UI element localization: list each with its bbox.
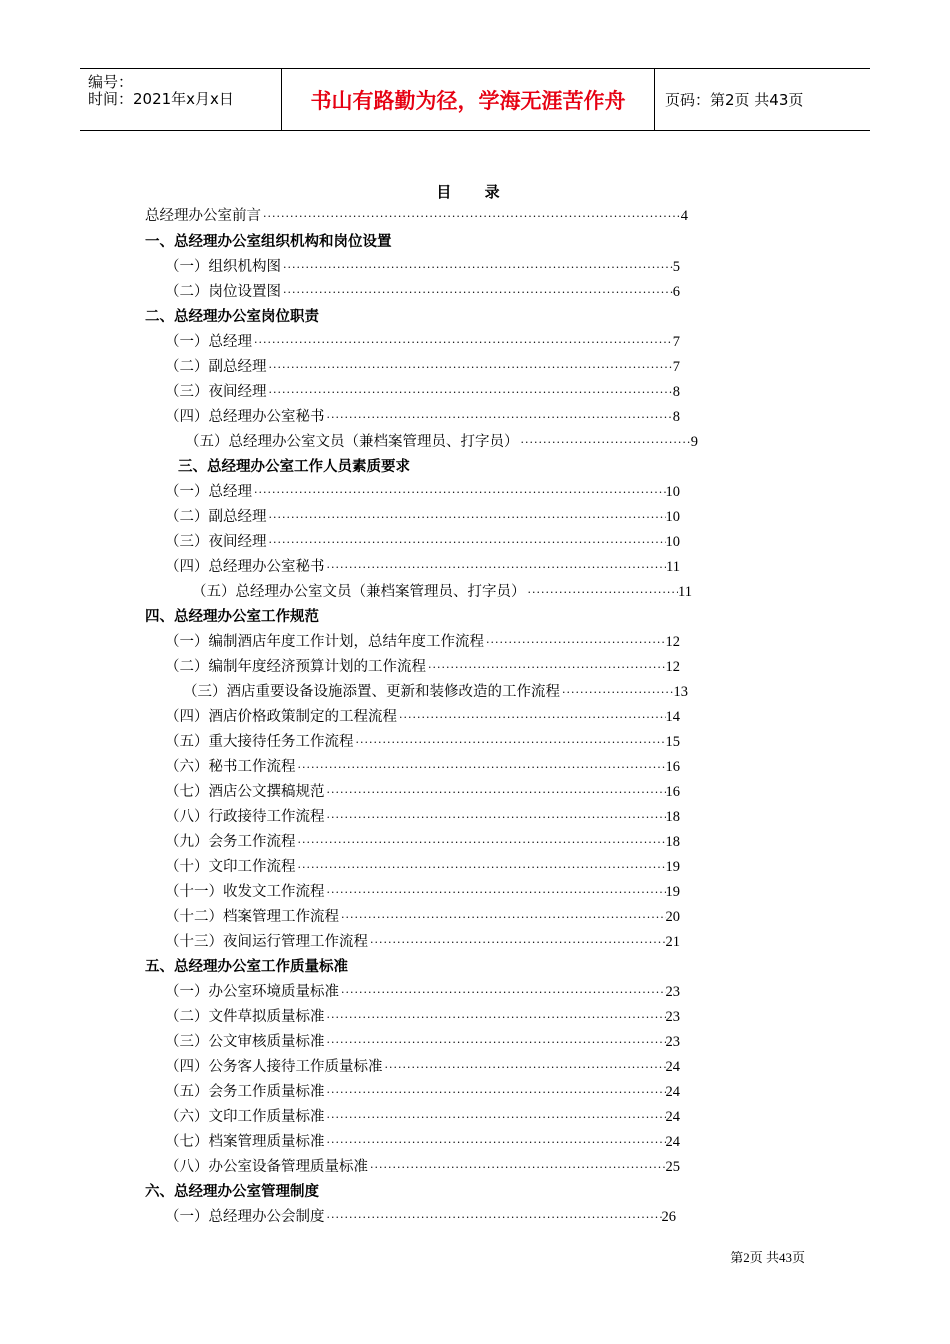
toc-entry-text: （十三）夜间运行管理工作流程	[165, 934, 368, 950]
toc-leader-dots	[325, 556, 667, 580]
toc-leader-dots	[368, 1156, 666, 1180]
toc-entry[interactable]	[185, 430, 698, 454]
toc-entry-page: 15	[665, 734, 680, 750]
toc-title: 目 录	[436, 183, 514, 201]
toc-entry-page: 24	[665, 1059, 680, 1075]
document-time-label: 时间：2021年x月x日	[88, 90, 234, 108]
toc-leader-dots	[281, 281, 673, 305]
toc-leader-dots	[325, 1106, 666, 1130]
toc-entry[interactable]	[165, 330, 680, 354]
toc-leader-dots	[281, 256, 673, 280]
toc-entry[interactable]	[165, 830, 680, 854]
toc-entry-text: （四）总经理办公室秘书	[165, 409, 325, 425]
toc-entry-page: 11	[678, 584, 692, 600]
toc-entry[interactable]	[165, 780, 680, 804]
toc-entry-text: （九）会务工作流程	[165, 834, 296, 850]
toc-entry-page: 24	[665, 1109, 680, 1125]
toc-entry-text: （七）酒店公文撰稿规范	[165, 784, 325, 800]
toc-entry-text: （二）岗位设置图	[165, 284, 281, 300]
toc-entry-page: 8	[672, 409, 680, 425]
toc-entry-page: 9	[690, 434, 698, 450]
toc-entry-text: （二）副总经理	[165, 509, 267, 525]
toc-leader-dots	[339, 981, 666, 1005]
toc-leader-dots	[325, 406, 673, 430]
toc-entry[interactable]	[165, 705, 680, 729]
toc-entry-text: （五）会务工作质量标准	[165, 1084, 325, 1100]
toc-entry-text: （一）总经理	[165, 484, 252, 500]
toc-leader-dots	[325, 806, 666, 830]
toc-entry[interactable]	[165, 1080, 680, 1104]
toc-entry[interactable]	[165, 805, 680, 829]
toc-entry-text: 三、总经理办公室工作人员素质要求	[178, 459, 410, 475]
toc-entry-page: 19	[665, 859, 680, 875]
toc-entry[interactable]	[183, 680, 688, 704]
document-code-label: 编号：	[88, 73, 134, 91]
toc-entry[interactable]	[165, 730, 680, 754]
toc-entry-text: （一）编制酒店年度工作计划，总结年度工作流程	[165, 634, 484, 650]
toc-leader-dots	[325, 1031, 666, 1055]
toc-entry[interactable]	[165, 1005, 680, 1029]
toc-leader-dots	[267, 531, 666, 555]
toc-entry[interactable]	[165, 655, 680, 679]
toc-entry[interactable]	[165, 280, 680, 304]
toc-entry-page: 24	[665, 1134, 680, 1150]
header-page-info: 页码：第2页 共43页	[665, 91, 804, 109]
toc-entry-text: （一）总经理	[165, 334, 252, 350]
header-motto: 书山有路勤为径，学海无涯苦作舟	[282, 69, 655, 130]
toc-section-heading[interactable]	[145, 305, 319, 329]
toc-section-heading[interactable]	[145, 955, 348, 979]
toc-entry[interactable]	[165, 905, 680, 929]
toc-entry-page: 12	[665, 659, 680, 675]
toc-entry-page: 18	[665, 834, 680, 850]
toc-entry-text: （十一）收发文工作流程	[165, 884, 325, 900]
toc-entry-text: 二、总经理办公室岗位职责	[145, 309, 319, 325]
toc-entry[interactable]	[165, 480, 680, 504]
toc-entry[interactable]	[165, 880, 680, 904]
toc-leader-dots	[267, 506, 666, 530]
toc-leader-dots	[325, 1081, 666, 1105]
header-meta-cell	[80, 69, 282, 130]
toc-entry-text: （三）夜间经理	[165, 384, 267, 400]
toc-entry-page: 24	[665, 1084, 680, 1100]
toc-leader-dots	[325, 881, 666, 905]
toc-entry-page: 26	[661, 1209, 676, 1225]
toc-section-heading[interactable]	[145, 230, 392, 254]
toc-leader-dots	[296, 831, 666, 855]
toc-entry-text: （三）酒店重要设备设施添置、更新和装修改造的工作流程	[183, 684, 560, 700]
toc-leader-dots	[354, 731, 666, 755]
toc-entry-text: （十二）档案管理工作流程	[165, 909, 339, 925]
toc-entry[interactable]	[165, 755, 680, 779]
toc-entry-text: （六）秘书工作流程	[165, 759, 296, 775]
toc-entry-text: 五、总经理办公室工作质量标准	[145, 959, 348, 975]
toc-entry-text: （二）编制年度经济预算计划的工作流程	[165, 659, 426, 675]
toc-leader-dots	[325, 1206, 662, 1230]
toc-entry-text: （三）公文审核质量标准	[165, 1034, 325, 1050]
toc-leader-dots	[252, 331, 673, 355]
toc-section-heading[interactable]	[145, 1180, 319, 1204]
toc-entry-page: 6	[672, 284, 680, 300]
toc-entry-text: 四、总经理办公室工作规范	[145, 609, 319, 625]
toc-leader-dots	[296, 756, 666, 780]
toc-entry-page: 11	[666, 559, 680, 575]
toc-entry[interactable]	[165, 355, 680, 379]
toc-entry-text: 总经理办公室前言	[145, 208, 261, 224]
toc-entry-page: 23	[665, 1009, 680, 1025]
toc-entry-text: （四）酒店价格政策制定的工程流程	[165, 709, 397, 725]
toc-entry-text: （一）组织机构图	[165, 259, 281, 275]
toc-entry-text: （十）文印工作流程	[165, 859, 296, 875]
toc-entry-page: 7	[672, 334, 680, 350]
toc-leader-dots	[560, 681, 674, 705]
toc-entry-page: 8	[672, 384, 680, 400]
toc-entry-page: 23	[665, 984, 680, 1000]
toc-entry[interactable]	[165, 405, 680, 429]
toc-leader-dots	[426, 656, 666, 680]
toc-entry-page: 10	[665, 534, 680, 550]
toc-entry-page: 16	[665, 759, 680, 775]
toc-entry-text: （八）办公室设备管理质量标准	[165, 1159, 368, 1175]
toc-entry[interactable]	[165, 1055, 680, 1079]
toc-entry-page: 23	[665, 1034, 680, 1050]
toc-entry-page: 7	[672, 359, 680, 375]
toc-entry[interactable]	[165, 855, 680, 879]
toc-entry-text: （六）文印工作质量标准	[165, 1109, 325, 1125]
toc-entry[interactable]	[192, 580, 692, 604]
toc-leader-dots	[339, 906, 666, 930]
toc-entry[interactable]	[165, 630, 680, 654]
toc-leader-dots	[296, 856, 666, 880]
toc-entry-page: 19	[665, 884, 680, 900]
page-footer: 第2页 共43页	[730, 1250, 805, 1265]
toc-leader-dots	[325, 1006, 666, 1030]
toc-entry-text: 六、总经理办公室管理制度	[145, 1184, 319, 1200]
toc-entry[interactable]	[145, 204, 688, 228]
toc-leader-dots	[267, 381, 673, 405]
toc-entry[interactable]	[165, 505, 680, 529]
toc-entry-text: （四）总经理办公室秘书	[165, 559, 325, 575]
toc-entry-text: （四）公务客人接待工作质量标准	[165, 1059, 383, 1075]
toc-entry-text: （五）总经理办公室文员（兼档案管理员、打字员）	[192, 584, 526, 600]
toc-leader-dots	[484, 631, 666, 655]
toc-entry-text: （五）总经理办公室文员（兼档案管理员、打字员）	[185, 434, 519, 450]
toc-section-heading[interactable]	[178, 455, 410, 479]
toc-entry[interactable]	[165, 255, 680, 279]
toc-entry-page: 25	[665, 1159, 680, 1175]
toc-entry[interactable]	[165, 1205, 676, 1229]
toc-entry-page: 4	[680, 208, 688, 224]
toc-entry[interactable]	[165, 380, 680, 404]
toc-leader-dots	[261, 205, 681, 229]
toc-entry-page: 10	[665, 484, 680, 500]
toc-leader-dots	[526, 581, 679, 605]
toc-entry-page: 13	[673, 684, 688, 700]
toc-section-heading[interactable]	[145, 605, 319, 629]
toc-entry-text: （五）重大接待任务工作流程	[165, 734, 354, 750]
toc-leader-dots	[397, 706, 666, 730]
toc-entry-text: （一）总经理办公会制度	[165, 1209, 325, 1225]
toc-entry[interactable]	[165, 1105, 680, 1129]
toc-entry-page: 5	[672, 259, 680, 275]
toc-leader-dots	[267, 356, 673, 380]
toc-leader-dots	[519, 431, 691, 455]
toc-entry[interactable]	[165, 530, 680, 554]
toc-entry[interactable]	[165, 1030, 680, 1054]
toc-leader-dots	[383, 1056, 666, 1080]
toc-entry-page: 14	[665, 709, 680, 725]
toc-entry[interactable]	[165, 555, 680, 579]
toc-entry-page: 18	[665, 809, 680, 825]
toc-leader-dots	[368, 931, 666, 955]
toc-entry[interactable]	[165, 930, 680, 954]
toc-entry-text: （八）行政接待工作流程	[165, 809, 325, 825]
toc-entry-page: 12	[665, 634, 680, 650]
page-header	[80, 68, 870, 131]
toc-entry-page: 16	[665, 784, 680, 800]
toc-entry-page: 21	[665, 934, 680, 950]
toc-entry-page: 10	[665, 509, 680, 525]
toc-leader-dots	[252, 481, 666, 505]
toc-entry[interactable]	[165, 1155, 680, 1179]
toc-entry[interactable]	[165, 1130, 680, 1154]
toc-entry-text: （二）文件草拟质量标准	[165, 1009, 325, 1025]
toc-entry[interactable]	[165, 980, 680, 1004]
toc-entry-text: （二）副总经理	[165, 359, 267, 375]
toc-entry-text: （一）办公室环境质量标准	[165, 984, 339, 1000]
toc-entry-text: 一、总经理办公室组织机构和岗位设置	[145, 234, 392, 250]
toc-leader-dots	[325, 1131, 666, 1155]
toc-entry-text: （七）档案管理质量标准	[165, 1134, 325, 1150]
toc-entry-page: 20	[665, 909, 680, 925]
toc-entry-text: （三）夜间经理	[165, 534, 267, 550]
toc-leader-dots	[325, 781, 666, 805]
